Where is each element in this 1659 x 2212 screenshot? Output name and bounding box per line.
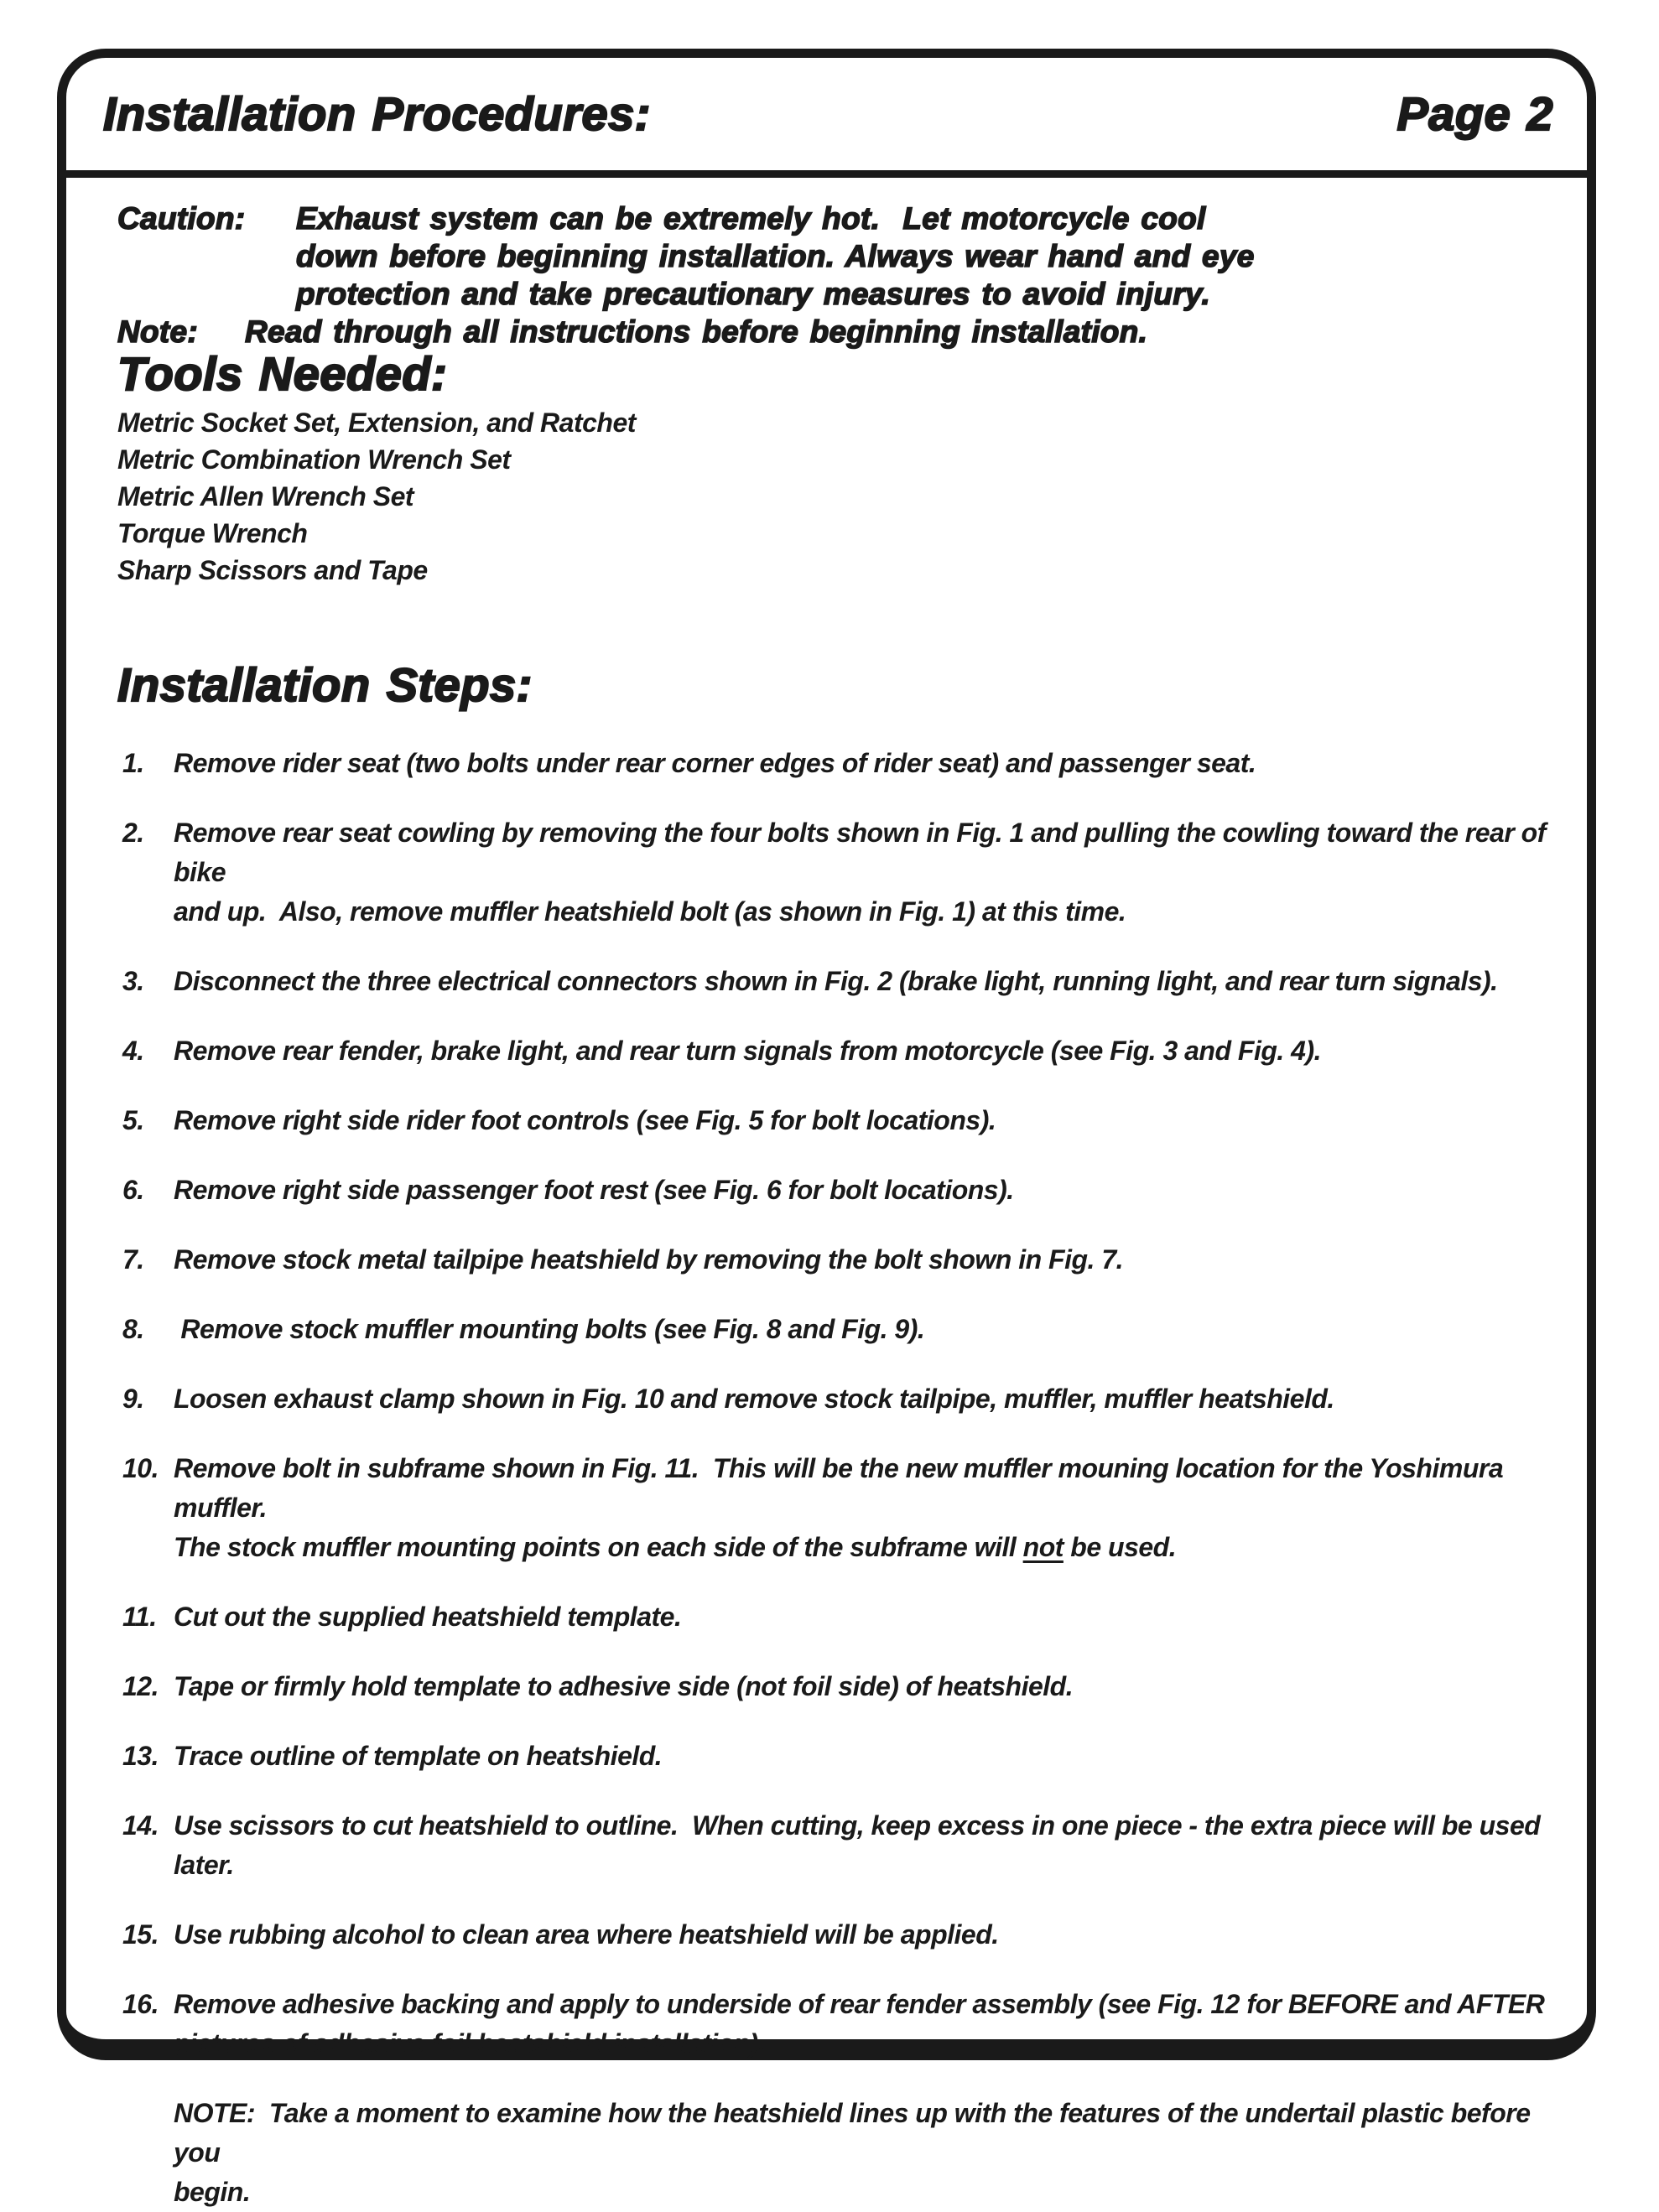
step-item [117, 1737, 1562, 1776]
step-item [117, 1240, 1562, 1280]
step-item [117, 1806, 1562, 1885]
step-text [174, 1036, 1321, 1066]
step-item [117, 1449, 1562, 1567]
steps-note-label: NOTE: [174, 2098, 256, 2128]
text-run: pictures of adhesive foil heatshield installation). [174, 2028, 766, 2059]
step-number: 3. [122, 966, 144, 996]
steps-heading: Installation Steps: [117, 658, 533, 711]
step-text [174, 1314, 924, 1344]
step-item [117, 744, 1562, 783]
text-run: The stock muffler mounting points on each side of the subframe will [174, 1532, 1023, 1562]
text-run: Tape or firmly hold template to adhesive side (not foil side) of heatshield. [174, 1671, 1074, 1701]
text-run: Disconnect the three electrical connectors shown in Fig. 2 (brake light, running light, and rear turn signals). [174, 966, 1498, 996]
caution-label: Caution: [117, 201, 246, 236]
step-text [174, 1919, 999, 1950]
step-number: 7. [122, 1244, 144, 1275]
text-run: Cut out the supplied heatshield template. [174, 1602, 682, 1632]
text-run: Remove stock metal tailpipe heatshield by removing the bolt shown in Fig. 7. [174, 1244, 1123, 1275]
step-item [117, 1985, 1562, 2064]
step-item [117, 813, 1562, 932]
step-text [174, 1244, 1123, 1275]
tool-item: Metric Combination Wrench Set [117, 444, 511, 475]
step-number: 1. [122, 748, 144, 778]
step-item [117, 1597, 1562, 1637]
text-run: Remove rider seat (two bolts under rear corner edges of rider seat) and passenger seat. [174, 748, 1256, 778]
step-text [174, 1989, 1544, 2059]
page-title: Installation Procedures: [103, 87, 651, 140]
caution-block [117, 200, 1562, 350]
step-number: 16. [122, 1989, 159, 2019]
text-run: Remove bolt in subframe shown in Fig. 11. This will be the new muffler mouning location for the Yoshimura muffler. [174, 1453, 1511, 1523]
caution-line: down before beginning installation. Always wear hand and eye [296, 239, 1255, 273]
text-run: Remove adhesive backing and apply to underside of rear fender assembly (see Fig. 12 for BEFORE and AFTER [174, 1989, 1545, 2019]
steps-list [117, 744, 1562, 2064]
text-run: Take a moment to examine how the heatshield lines up with the features of the undertail plastic before you [174, 2098, 1537, 2168]
step-item [117, 1915, 1562, 1955]
text-run: Remove stock muffler mounting bolts (see Fig. 8 and Fig. 9). [174, 1314, 925, 1344]
note-text: Read through all instructions before beginning installation. [245, 314, 1148, 349]
step-number: 10. [122, 1453, 159, 1483]
step-item [117, 1379, 1562, 1419]
step-text [174, 1105, 996, 1135]
text-run: and up. Also, remove muffler heatshield bolt (as shown in Fig. 1) at this time. [174, 896, 1126, 927]
sheet-body [66, 178, 1587, 2212]
tool-item: Torque Wrench [117, 518, 308, 548]
text-run: Use rubbing alcohol to clean area where heatshield will be applied. [174, 1919, 999, 1950]
step-text [174, 1384, 1334, 1414]
step-item [117, 1031, 1562, 1071]
step-text [174, 1741, 662, 1771]
step-item [117, 962, 1562, 1001]
text-run: begin. [174, 2177, 251, 2207]
tool-item: Metric Socket Set, Extension, and Ratchet [117, 408, 636, 438]
step-text [174, 1602, 681, 1632]
text-run: be used. [1063, 1532, 1177, 1562]
note-line [117, 313, 1562, 350]
step-text [174, 748, 1256, 778]
text-run: Use scissors to cut heatshield to outline. When cutting, keep excess in one piece - the extra piece will be used later. [174, 1810, 1547, 1880]
step-text [174, 1175, 1014, 1205]
step-item [117, 1101, 1562, 1140]
step-text [174, 1810, 1547, 1880]
step-number: 13. [122, 1741, 159, 1771]
note-label: Note: [117, 314, 199, 349]
manual-sheet [57, 49, 1596, 2207]
text-run: Remove right side rider foot controls (see Fig. 5 for bolt locations). [174, 1105, 996, 1135]
tools-heading: Tools Needed: [117, 347, 448, 400]
step-item [117, 1310, 1562, 1349]
step-number: 5. [122, 1105, 144, 1135]
step-number: 8. [122, 1314, 144, 1344]
text-run: Loosen exhaust clamp shown in Fig. 10 and remove stock tailpipe, muffler, muffler heatshield. [174, 1384, 1334, 1414]
step-item [117, 1667, 1562, 1706]
step-number: 15. [122, 1919, 159, 1950]
step-number: 2. [122, 818, 144, 848]
step-number: 14. [122, 1810, 159, 1841]
steps-note-text [174, 2098, 1537, 2207]
sheet-header [66, 58, 1587, 178]
step-number: 12. [122, 1671, 159, 1701]
step-number: 4. [122, 1036, 144, 1066]
caution-line [117, 200, 1562, 237]
caution-text: Exhaust system can be extremely hot. Let motorcycle cool [296, 201, 1206, 236]
step-text [174, 1453, 1511, 1562]
step-text [174, 966, 1498, 996]
tool-item: Sharp Scissors and Tape [117, 555, 428, 585]
steps-note [174, 2094, 1562, 2212]
step-number: 6. [122, 1175, 144, 1205]
text-run: Trace outline of template on heatshield. [174, 1741, 663, 1771]
text-run: Remove right side passenger foot rest (see Fig. 6 for bolt locations). [174, 1175, 1014, 1205]
text-run: Remove rear fender, brake light, and rear turn signals from motorcycle (see Fig. 3 and Fig. 4). [174, 1036, 1322, 1066]
step-item [117, 1171, 1562, 1210]
tools-list [117, 404, 1562, 589]
step-text [174, 1671, 1073, 1701]
page-number: Page 2 [1396, 87, 1553, 140]
step-text [174, 818, 1552, 927]
step-number: 9. [122, 1384, 144, 1414]
underlined-text: not [1022, 1532, 1064, 1562]
caution-line: protection and take precautionary measures to avoid injury. [296, 277, 1211, 311]
tool-item: Metric Allen Wrench Set [117, 481, 414, 511]
text-run: Remove rear seat cowling by removing the four bolts shown in Fig. 1 and pulling the cowling toward the rear of bike [174, 818, 1553, 887]
step-number: 11. [122, 1602, 157, 1632]
